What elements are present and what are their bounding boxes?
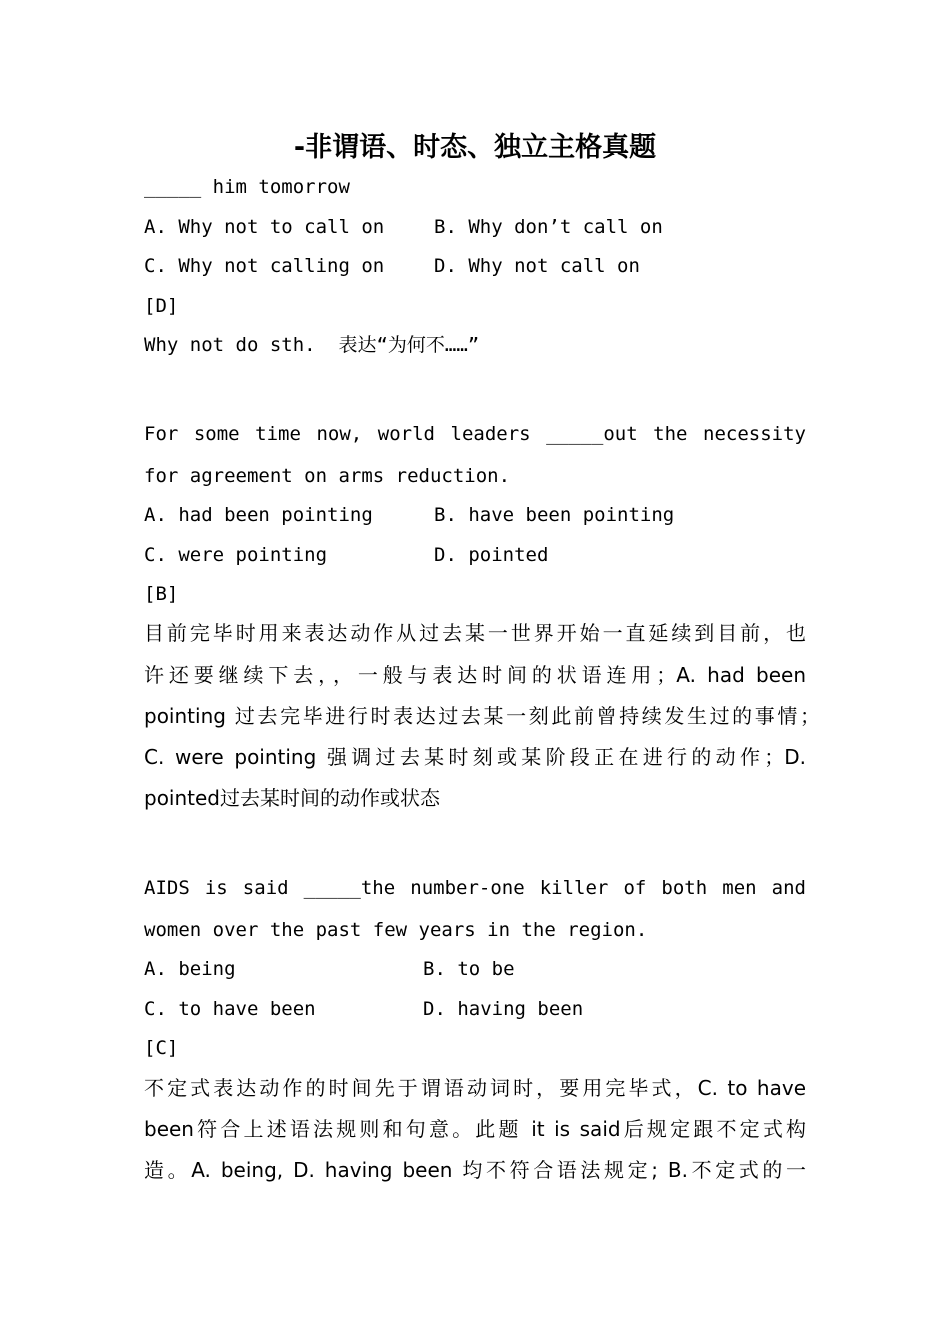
q3-stem-line-2: women over the past few years in the region. [144, 919, 648, 941]
q3-explanation-line-1: 不定式表达动作的时间先于谓语动词时，要用完毕式，C. to have [144, 1076, 806, 1100]
q2-option-d: D. pointed [434, 544, 549, 566]
q2-option-b: B. have been pointing [434, 504, 675, 526]
q3-explanation-line-3: 造。A. being, D. having been 均不符合语法规定; B.不定式的一 [144, 1158, 806, 1182]
q3-option-b: B. to be [423, 958, 515, 980]
q2-answer: [B] [144, 583, 179, 605]
q3-answer: [C] [144, 1037, 179, 1059]
q1-explanation: Why not do sth. 表达“为何不……” [144, 334, 480, 356]
q3-option-d: D. having been [423, 998, 584, 1020]
page-title: -非谓语、时态、独立主格真题 [293, 132, 657, 163]
q3-option-a: A. being [144, 958, 236, 980]
q1-option-a: A. Why not to call on [144, 216, 385, 238]
q3-stem-line-1: AIDS is said _____the number-one killer of both men and [144, 877, 806, 899]
q2-explanation-line-2: 许还要继续下去，，一般与表达时间的状语连用；A. had been [144, 663, 806, 687]
q2-stem-line-2: for agreement on arms reduction. [144, 465, 511, 487]
q1-option-c: C. Why not calling on [144, 255, 385, 277]
q2-explanation-line-3: pointing 过去完毕进行时表达过去某一刻此前曾持续发生过的事情； [144, 704, 820, 728]
q3-option-c: C. to have been [144, 998, 316, 1020]
q1-stem: _____ him tomorrow [144, 176, 350, 198]
q1-option-b: B. Why don’t call on [434, 216, 663, 238]
q2-option-c: C. were pointing [144, 544, 328, 566]
q2-explanation-line-4: C. were pointing 强调过去某时刻或某阶段正在进行的动作；D. [144, 745, 806, 769]
q1-option-d: D. Why not call on [434, 255, 640, 277]
q1-answer: [D] [144, 295, 179, 317]
q2-stem-line-1: For some time now, world leaders _____out the necessity [144, 423, 806, 445]
q2-explanation-line-1: 目前完毕时用来表达动作从过去某一世界开始一直延续到目前，也 [144, 621, 806, 645]
q2-explanation-line-5: pointed过去某时间的动作或状态 [144, 786, 441, 810]
q2-option-a: A. had been pointing [144, 504, 373, 526]
q3-explanation-line-2: been符合上述语法规则和句意。此题 it is said后规定跟不定式构 [144, 1117, 806, 1141]
